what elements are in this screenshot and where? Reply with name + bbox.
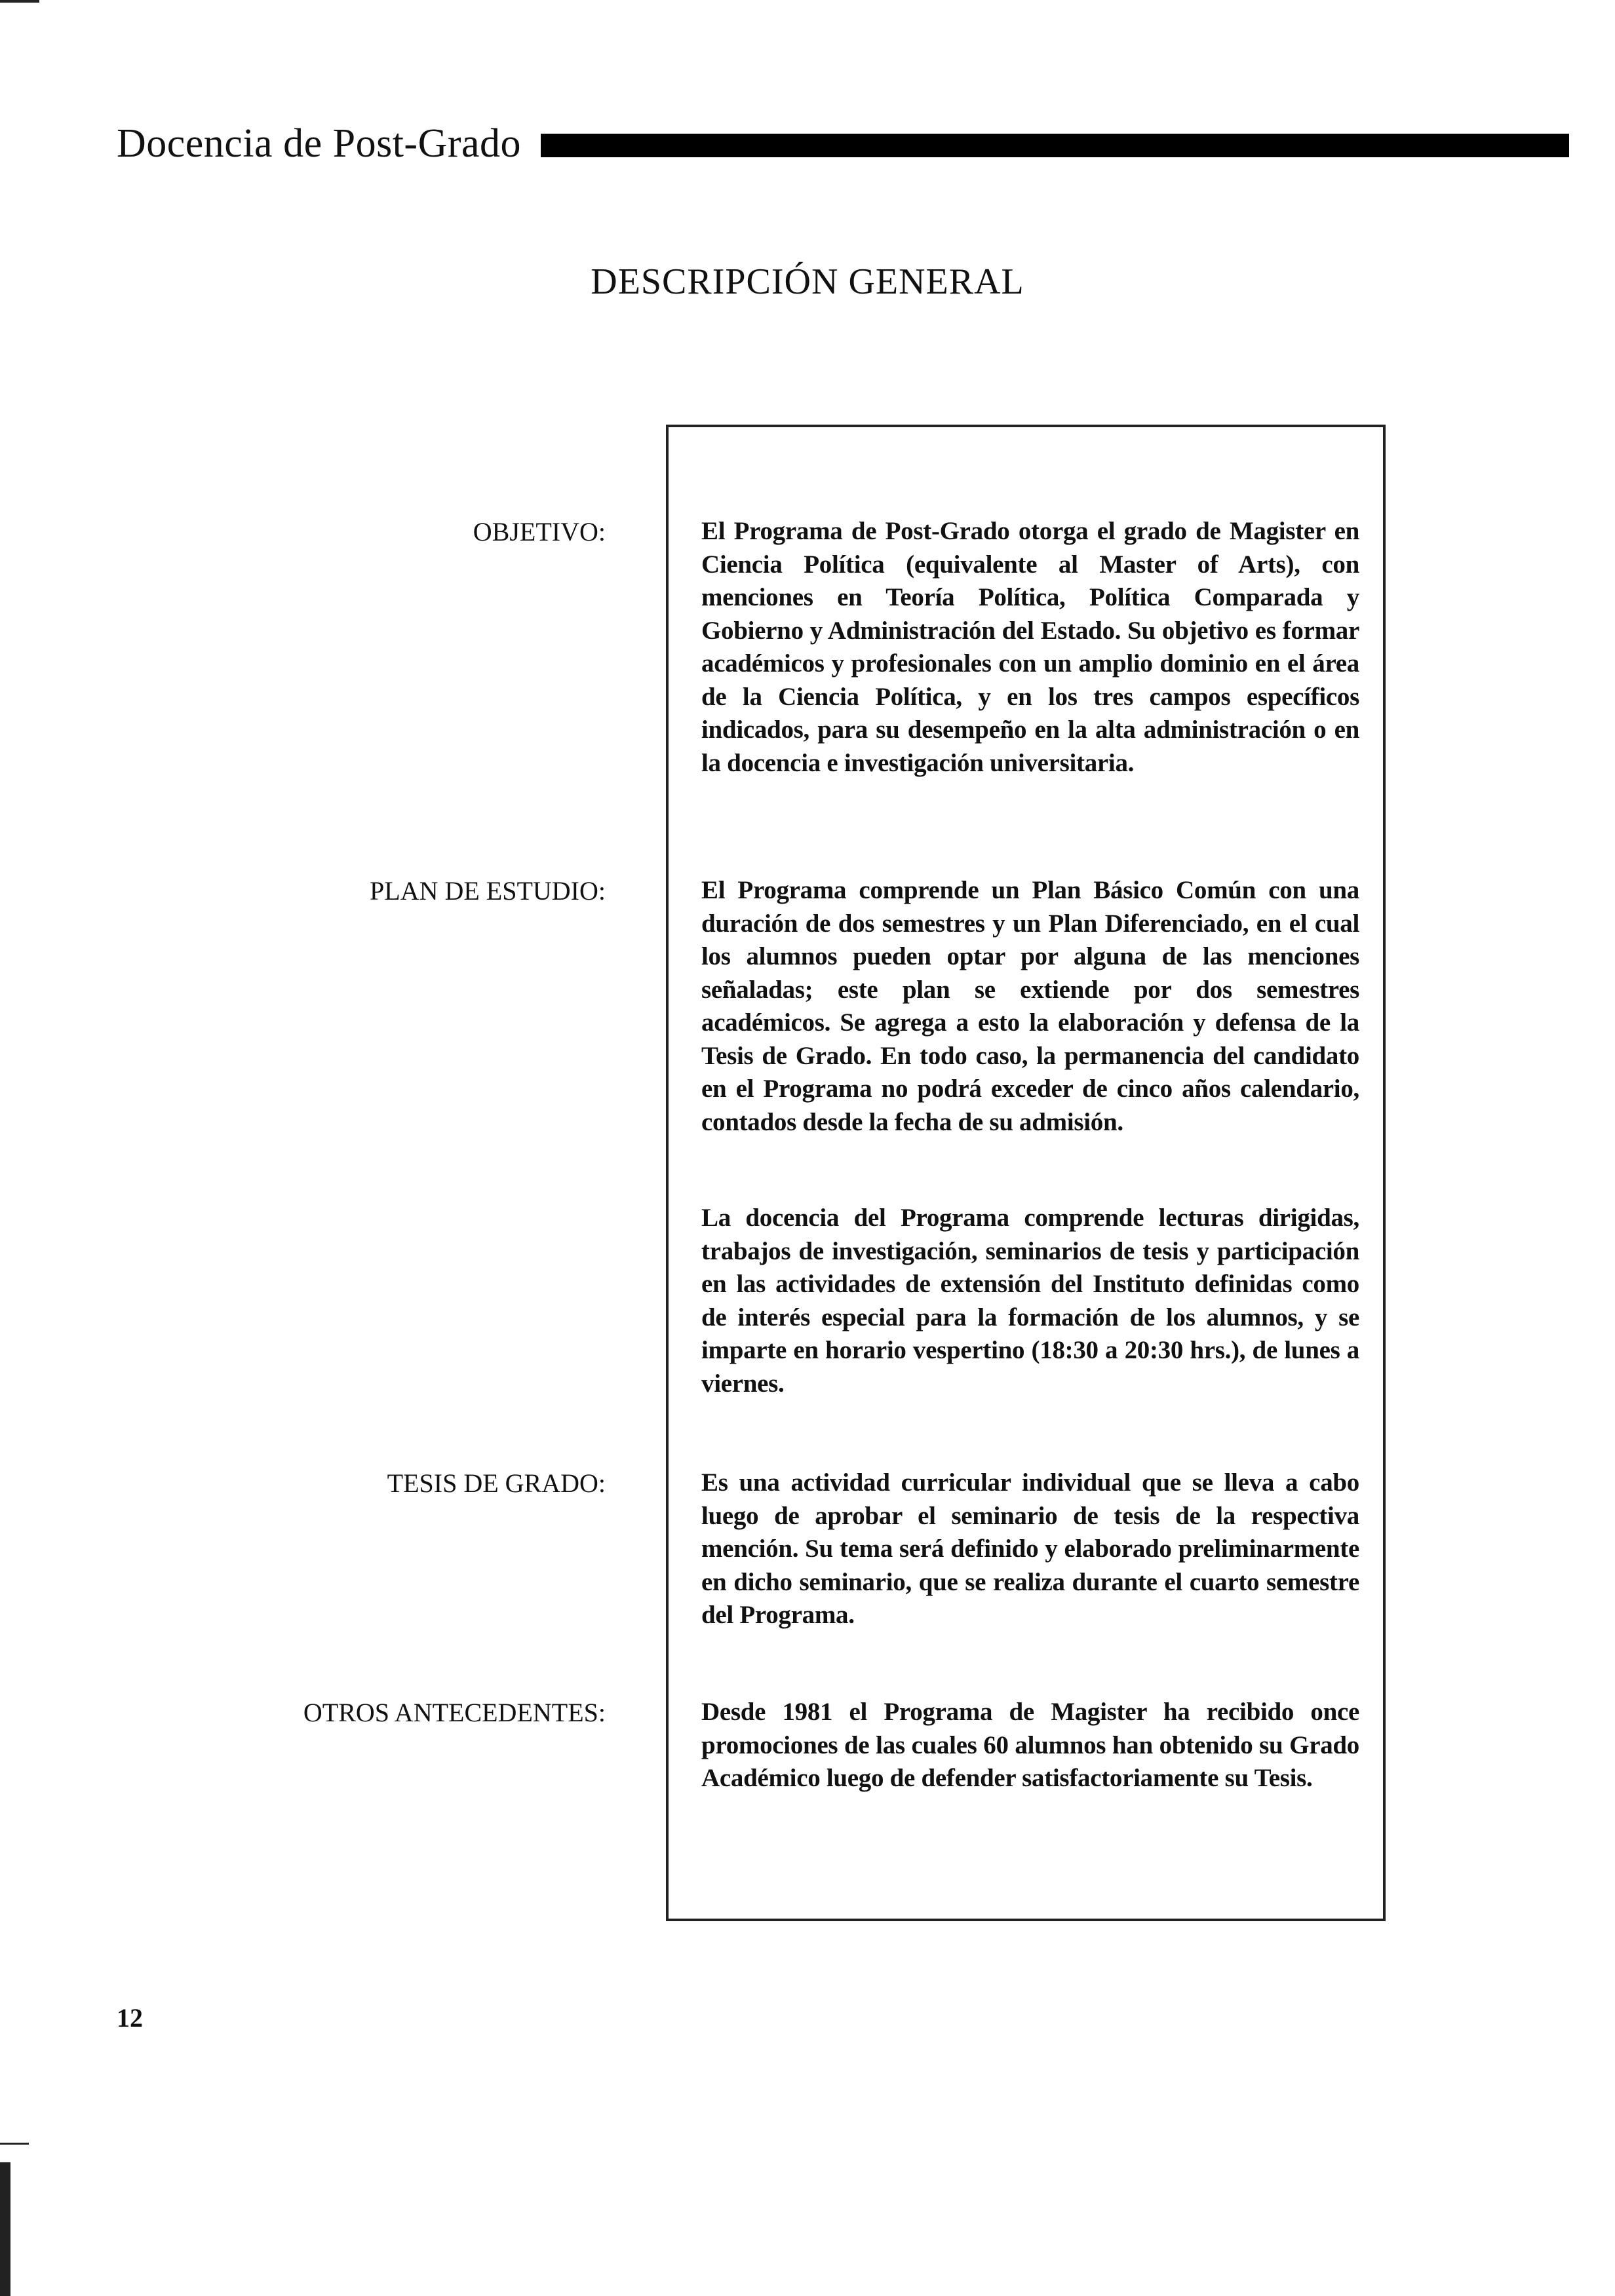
paragraph-tesis-de-grado: Es una actividad curricular individual que se lleva a cabo luego de aprobar el seminario de tesis de la respectiva mención. Su tema será definido y elaborado preliminarmente en dicho seminario, que se realiza durante el cuarto semestre del Programa.	[701, 1468, 1359, 1629]
paragraph-plan-de-estudio-1: El Programa comprende un Plan Básico Común con una duración de dos semestres y un Plan Diferenciado, en el cual los alumnos pueden optar por alguna de las menciones señaladas; este plan se extiende por dos semestres académicos. Se agrega a esto la elaboración y defensa de la Tesis de Grado. En todo caso, la permanencia del candidato en el Programa no podrá exceder de cinco años calendario, contados desde la fecha de su admisión.	[701, 876, 1359, 1136]
label-plan-de-estudio: PLAN DE ESTUDIO:	[370, 876, 606, 906]
paragraph-otros-antecedentes: Desde 1981 el Programa de Magister ha recibido once promociones de las cuales 60 alumnos han obtenido su Grado Académico luego de defender satisfactoriamente su Tesis.	[701, 1698, 1359, 1792]
page-header	[117, 115, 1569, 172]
page-header-title: Docencia de Post-Grado	[117, 121, 522, 166]
label-tesis-de-grado: TESIS DE GRADO:	[387, 1468, 606, 1498]
header-rule	[541, 134, 1569, 157]
paragraph-objetivo: El Programa de Post-Grado otorga el grado de Magister en Ciencia Política (equivalente al Master of Arts), con menciones en Teoría Política, Política Comparada y Gobierno y Administración del Estado. Su objetivo es formar académicos y profesionales con un amplio dominio en el área de la Ciencia Política, y en los tres campos específicos indicados, para su desempeño en la alta administración o en la docencia e investigación universitaria.	[701, 517, 1359, 777]
page-number: 12	[117, 2003, 143, 2033]
scan-mark-top-left	[0, 0, 39, 3]
label-otros-antecedentes: OTROS ANTECEDENTES:	[303, 1698, 606, 1727]
section-title: DESCRIPCIÓN GENERAL	[591, 261, 1024, 302]
paragraph-plan-de-estudio-2: La docencia del Programa comprende lecturas dirigidas, trabajos de investigación, seminarios de tesis y participación en las actividades de extensión del Instituto definidas como de interés especial para la formación de los alumnos, y se imparte en horario vespertino (18:30 a 20:30 hrs.), de lunes a viernes.	[701, 1204, 1359, 1398]
label-objetivo: OBJETIVO:	[473, 517, 606, 546]
scan-mark-left-edge	[0, 2162, 10, 2296]
scan-mark-bottom-left	[0, 2143, 29, 2145]
